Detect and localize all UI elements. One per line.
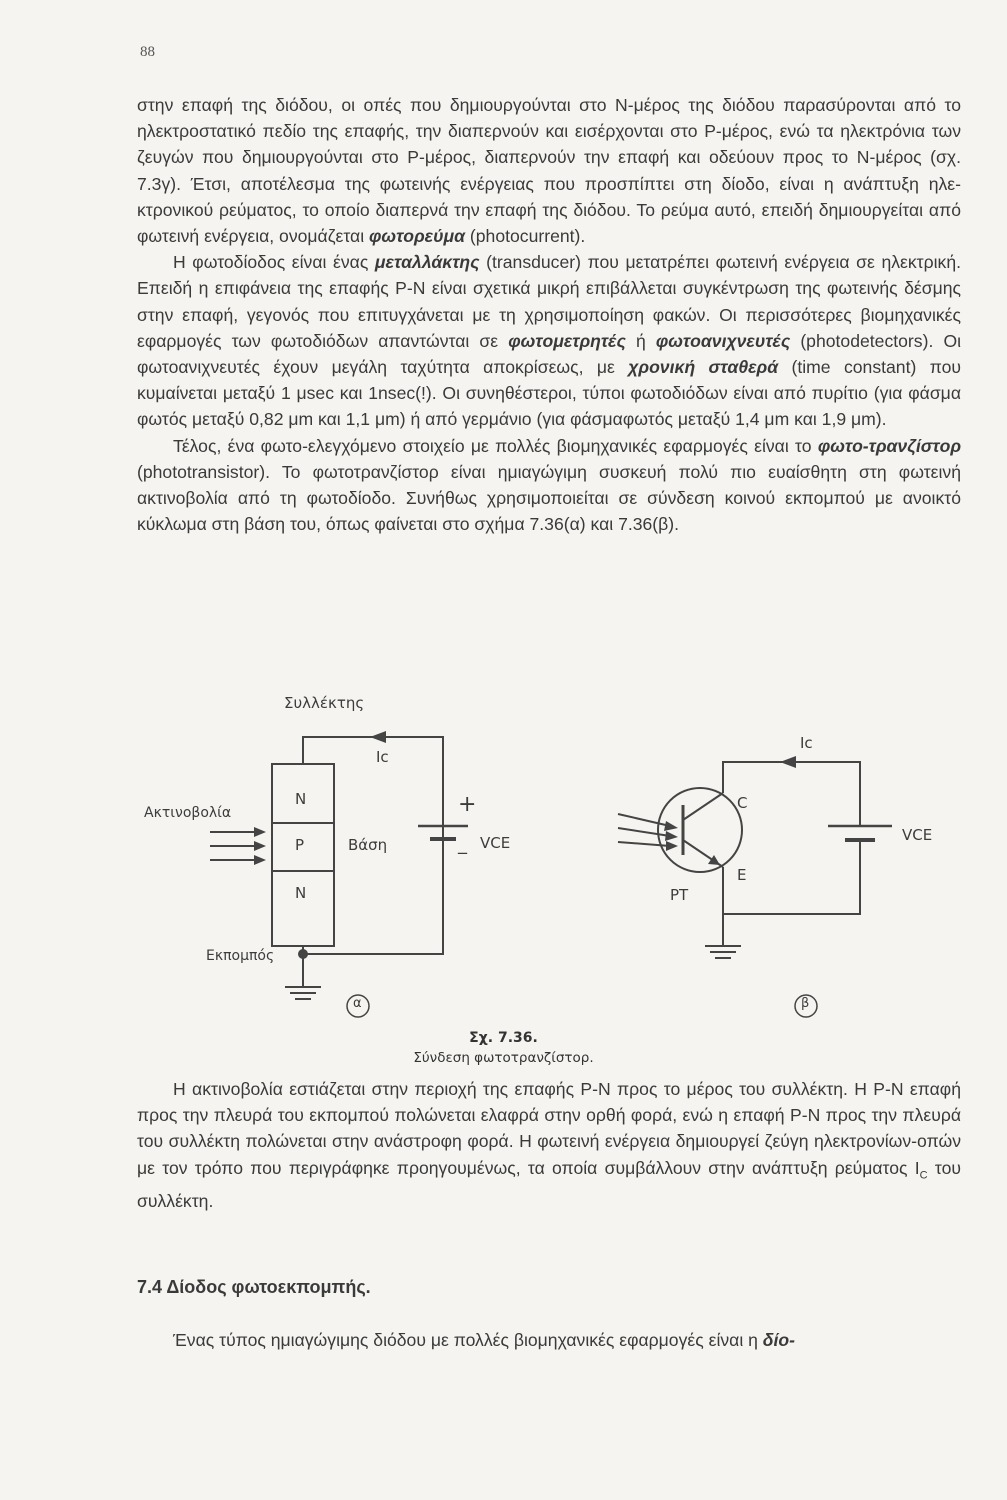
term-photodetectors: φωτοανιχνευτές (655, 330, 791, 351)
current-label-b: Ic (800, 734, 813, 752)
emitter-label: Εκπομπός (206, 948, 275, 964)
layer-p: P (295, 836, 305, 854)
layer-n-top: N (295, 790, 307, 808)
layer-n-bottom: N (295, 884, 307, 902)
collector-lead (683, 793, 723, 820)
term-phototransistor: φωτο-τρανζίστορ (817, 435, 962, 456)
vce-label-b: VCE (902, 826, 933, 844)
phototransistor-symbol (658, 788, 742, 872)
figure-caption-title: Σύνδεση φωτοτρανζίστορ. (413, 1050, 594, 1066)
term-photocurrent: φωτορεύμα (369, 226, 466, 247)
body-text-middle (137, 1076, 961, 1215)
c-label: C (737, 794, 748, 812)
base-label: Βάση (348, 836, 388, 854)
current-label-a: Ic (376, 748, 389, 766)
panel-b-marker: β (801, 996, 810, 1011)
current-arrow (370, 731, 386, 743)
minus-sign: _ (458, 834, 467, 855)
body-text-bottom (137, 1327, 961, 1353)
term-time-constant: χρονική σταθερά (628, 357, 779, 378)
plus-sign: + (458, 792, 477, 817)
e-label: E (737, 866, 747, 884)
pt-label: PT (670, 886, 689, 904)
term-photometers: φωτομετρητές (508, 330, 626, 351)
paragraph: Η ακτινοβολία εστιάζεται στην περιοχή της επαφής Ρ-Ν προς το μέρος του συλλέκτη. Η Ρ-Ν επαφή προς την πλευρά του εκπομπού πολώνεται ελαφρά στην ορθή φορά, ενώ η επαφή Ρ-Ν προς την πλευρά του συλλέκτη πολώνεται στην ανάστροφη φορά. Η φωτεινή ενέργεια δημιουργεί ζεύγη ηλεκτρονίων-οπών με τον τρόπο που περιγράφηκε προηγουμένως, τα οποία συμβάλλουν στην ανάπτυξη ρεύματος $I_C$ του συλλέκτη. (137, 1079, 962, 1212)
subscript-c: C (919, 1169, 928, 1182)
paragraph: στην επαφή της διόδου, οι οπές που δημιουργούνται στο Ν-μέρος της διόδου παρασύρονται από το ηλεκτροστατικό πεδίο της επαφής, την διαπερνούν και εισέρχονται στο Ρ-μέρος, ενώ τα ηλεκτρόνια των ζευγών που δημιουργούνται στο Ρ-μέρος, διαπερνούν την επαφή και οδεύουν προς το Ν-μέρος (σχ. 7.3γ). Έτσι, αποτέλεσμα της φωτεινής ενέργειας που προσπίπτει στη δίοδο, είναι η ανάπτυξη ηλεκτρονικού ρεύματος, το οποίο διαπερνά την επαφή της διόδου. Το ρεύμα αυτό, επειδή δημιουργείται από φωτεινή ενέργεια, ονομάζεται φωτορεύμα (photocurrent). (137, 95, 961, 247)
term-transducer: μεταλλάκτης (374, 252, 480, 273)
radiation-label: Ακτινοβολία (144, 805, 232, 821)
term-diode: δίο- (762, 1330, 796, 1350)
emitter-arrow (708, 855, 720, 865)
paragraph: Τέλος, ένα φωτο-ελεγχόμενο στοιχείο με πολλές βιομηχανικές εφαρμογές είναι το φωτο-τρανζίστορ (phototransistor). Το φωτοτρανζίστορ είναι ημιαγώγιμη συσκευή πολύ πιο ευαίσθητη στη φωτεινή ακτινοβολία από τη φωτοδίοδο. Συνήθως χρησιμοποιείται σε σύνδεση κοινού εκπομπού με ανοικτό κύκλωμα στη βάση του, όπως φαίνεται στο σχήμα 7.36(α) και 7.36(β). (137, 435, 962, 535)
figure-7-36 (130, 690, 970, 1030)
panel-a-marker: α (353, 996, 362, 1011)
circuit-diagram (130, 690, 970, 1030)
vce-label-a: VCE (480, 834, 511, 852)
radiation-arrows-icon (618, 814, 678, 851)
figure-caption-number: Σχ. 7.36. (469, 1030, 538, 1046)
page-number: 88 (140, 44, 155, 60)
paragraph: Η φωτοδίοδος είναι ένας μεταλλάκτης (transducer) που μετατρέπει φωτεινή ενέργεια σε ηλεκτρική. Επειδή η επιφάνεια της επαφής Ρ-Ν είναι σχετικά μικρή επιβάλλεται συγκέντρωση της φωτεινής δέσμης στην επαφή, γεγονός που επιτυγχάνεται με τη χρησιμοποίηση φακών. Οι περισσότερες βιομηχανικές εφαρμογές των φωτοδιόδων απαντώνται σε φωτομετρητές ή φωτοανιχνευτές (photodetectors). Οι φωτοανιχνευτές έχουν μεγάλη ταχύτητα αποκρίσεως, με χρονική σταθερά (time constant) που κυμαίνεται μεταξύ 1 μsec και 1nsec(!). Οι συνηθέστεροι, τύποι φωτοδιόδων είναι από πυρίτιο (για φάσμα φωτός μεταξύ 0,82 μm και 1,1 μm) ή από γερμάνιο (για φάσμαφωτός μεταξύ 1,4 μm και 1,9 μm). (137, 252, 962, 430)
paragraph: Ένας τύπος ημιαγώγιμης διόδου με πολλές βιομηχανικές εφαρμογές είναι η δίο- (173, 1330, 796, 1350)
current-arrow (780, 756, 796, 768)
radiation-arrows-icon (210, 827, 266, 865)
collector-label: Συλλέκτης (284, 694, 365, 712)
body-text-top (137, 92, 961, 537)
section-heading: 7.4 Δίοδος φωτοεκπομπής. (137, 1277, 371, 1297)
